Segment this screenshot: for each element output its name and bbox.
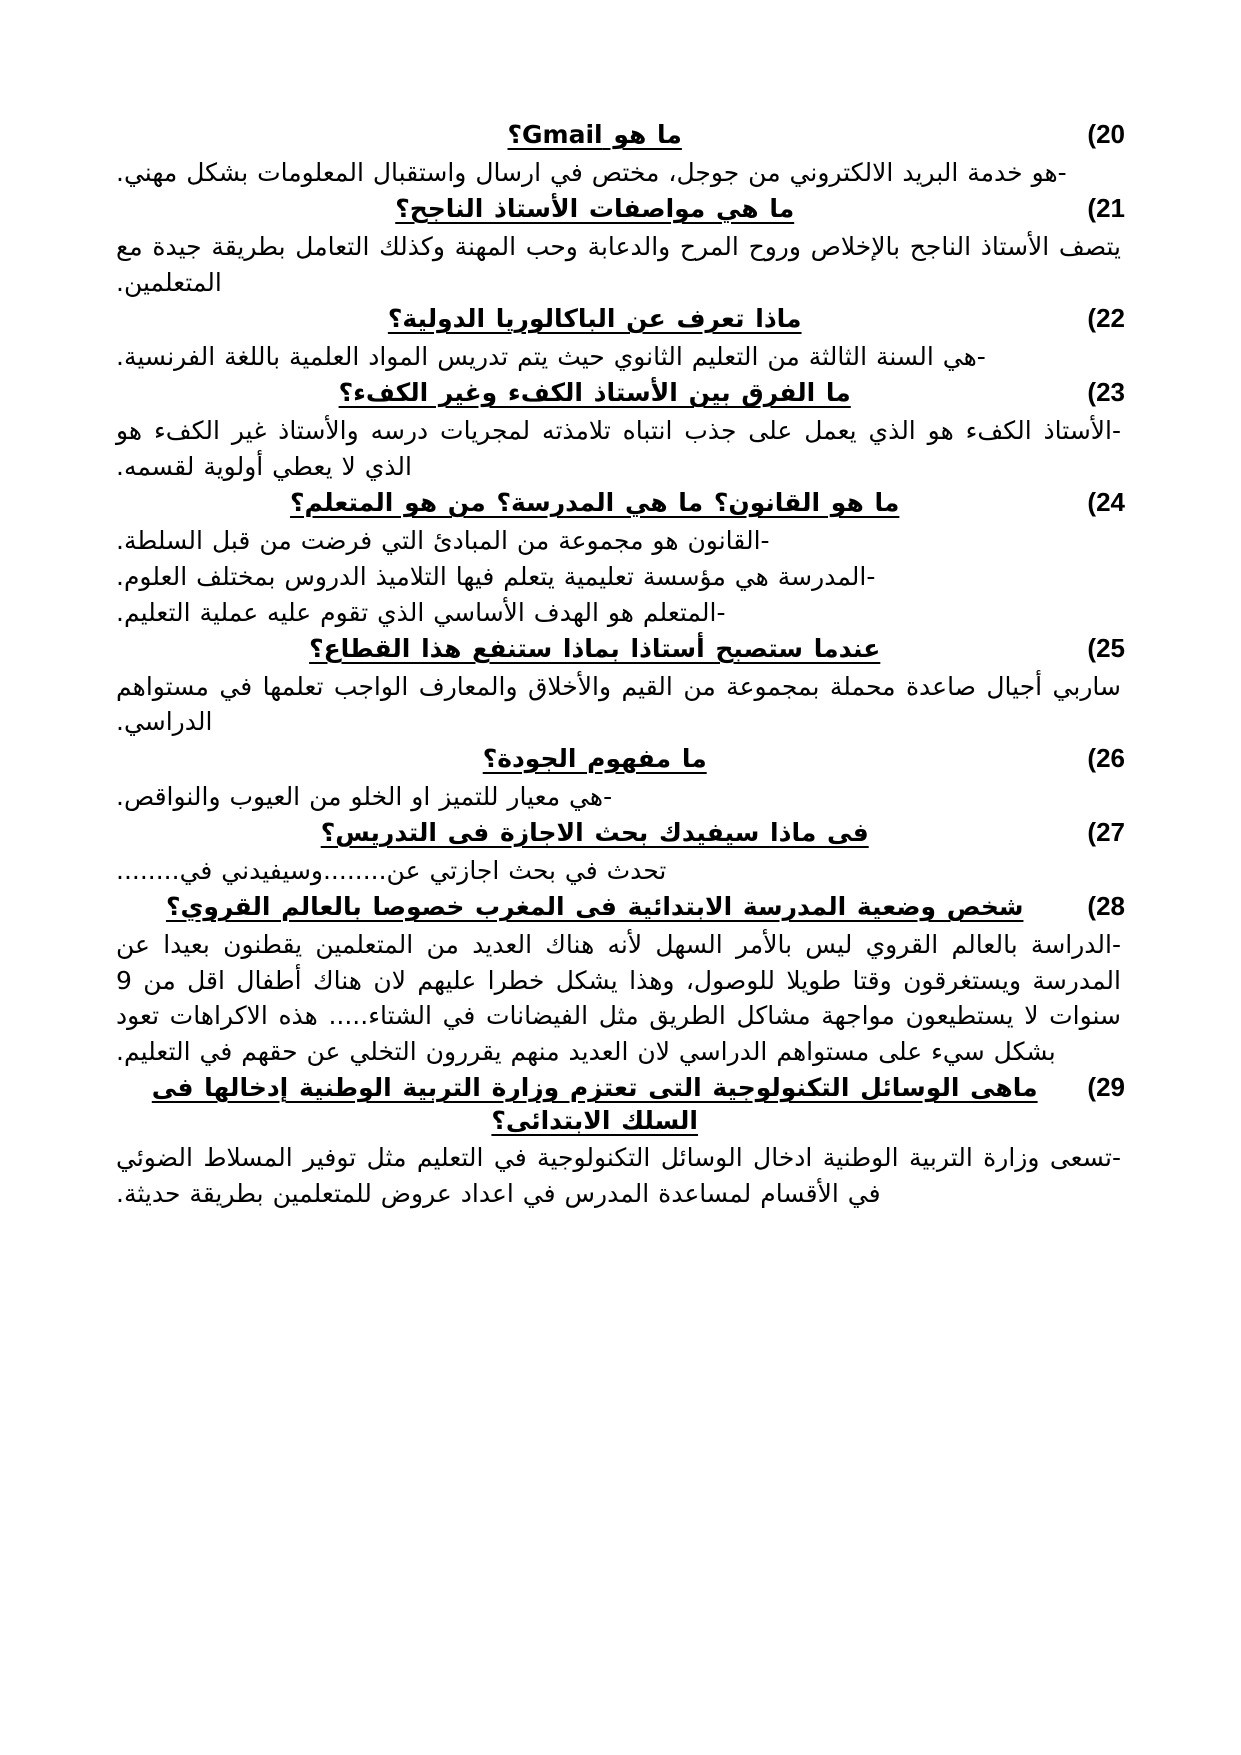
answer-group [116, 229, 1125, 300]
answer-paragraph: -القانون هو مجموعة من المبادئ التي فرضت من قبل السلطة. [116, 525, 770, 555]
answer-paragraph: -المتعلم هو الهدف الأساسي الذي تقوم عليه عملية التعليم. [116, 597, 726, 627]
answer-paragraph: -هو خدمة البريد الالكتروني من جوجل، مختص في ارسال واستقبال المعلومات بشكل مهني. [116, 157, 1067, 187]
question-row [116, 742, 1125, 776]
question-row [116, 486, 1125, 520]
answer-group [116, 339, 1125, 375]
answer-group [116, 1140, 1125, 1211]
answer-paragraph: -الدراسة بالعالم القروي ليس بالأمر السهل لأنه هناك العديد من المتعلمين يقطنون بعيدا عن المدرسة ويستغرقون وقتا طويلا للوصول، وهذا يشكل خطرا عليهم لان هناك أطفال اقل من 9 سنوات لا يستطيعون مواجهة مشاكل الطريق مثل الفيضانات في الشتاء..... هذه الاكراهات تعود بشكل سيء على مستواهم الدراسي لان العديد منهم يقررون التخلي عن حقهم في التعليم. [116, 930, 1121, 1066]
question-text: ما هي مواصفات الأستاذ الناجح؟ [395, 194, 795, 224]
question-text: شخص وضعية المدرسة الابتدائية فى المغرب خصوصا بالعالم القروي؟ [165, 892, 1024, 922]
answer-paragraph: -المدرسة هي مؤسسة تعليمية يتعلم فيها التلاميذ الدروس بمختلف العلوم. [116, 561, 876, 591]
question-text: فى ماذا سيفيدك بحث الاجازة فى التدريس؟ [320, 818, 869, 848]
question-row [116, 1071, 1125, 1137]
answer-group [116, 853, 1125, 889]
question-row [116, 816, 1125, 850]
answer-group [116, 779, 1125, 815]
answer-group [116, 927, 1125, 1069]
question-number: 20) [1087, 119, 1125, 149]
answer-paragraph: تحدث في بحث اجازتي عن........وسيفيدني في........ [116, 855, 667, 885]
question-row [116, 890, 1125, 924]
qa-block [116, 742, 1125, 814]
question-row [116, 118, 1125, 152]
question-number: 22) [1087, 303, 1125, 334]
question-row [116, 302, 1125, 336]
question-text: عندما ستصبح أستاذا بماذا ستنفع هذا القطاع؟ [309, 633, 881, 663]
qa-list [116, 118, 1125, 1211]
qa-block [116, 376, 1125, 484]
answer-paragraph: -الأستاذ الكفء هو الذي يعمل على جذب انتباه تلامذته لمجريات درسه والأستاذ غير الكفء هو الذي لا يعطي أولوية لقسمه. [116, 416, 1121, 481]
qa-block [116, 192, 1125, 300]
question-text: ما هو Gmail؟ [507, 120, 682, 149]
question-text: ما الفرق بين الأستاذ الكفء وغير الكفء؟ [338, 378, 851, 408]
qa-block [116, 816, 1125, 888]
qa-block [116, 890, 1125, 1069]
qa-block [116, 632, 1125, 740]
question-text: ماهى الوسائل التكنولوجية التى تعتزم وزارة التربية الوطنية إدخالها فى السلك الابتدائى؟ [151, 1073, 1038, 1135]
qa-block [116, 302, 1125, 374]
question-number: 28) [1087, 891, 1125, 922]
question-row [116, 376, 1125, 410]
question-number: 21) [1087, 193, 1125, 224]
question-row [116, 192, 1125, 226]
question-text: ما هو القانون؟ ما هي المدرسة؟ من هو المتعلم؟ [290, 488, 900, 518]
question-text: ماذا تعرف عن الباكالوريا الدولية؟ [387, 304, 802, 334]
question-text: ما مفهوم الجودة؟ [482, 743, 707, 773]
answer-paragraph: ساربي أجيال صاعدة محملة بمجموعة من القيم والأخلاق والمعارف الواجب تعلمها في مستواهم الدراسي. [116, 671, 1121, 737]
answer-group [116, 413, 1125, 484]
question-row [116, 632, 1125, 666]
answer-paragraph: -هي السنة الثالثة من التعليم الثانوي حيث يتم تدريس المواد العلمية باللغة الفرنسية. [116, 341, 986, 371]
question-number: 29) [1087, 1072, 1125, 1103]
question-number: 25) [1087, 632, 1125, 663]
qa-block [116, 1071, 1125, 1211]
qa-block [116, 118, 1125, 190]
answer-group [116, 155, 1125, 191]
question-number: 26) [1087, 742, 1125, 773]
answer-paragraph: يتصف الأستاذ الناجح بالإخلاص وروح المرح والدعابة وحب المهنة وكذلك التعامل بطريقة جيدة مع المتعلمين. [116, 232, 1121, 297]
answer-group [116, 669, 1125, 740]
answer-paragraph: -هي معيار للتميز او الخلو من العيوب والنواقص. [116, 781, 613, 811]
question-number: 24) [1087, 487, 1125, 518]
answer-group [116, 523, 1125, 630]
answer-paragraph: -تسعى وزارة التربية الوطنية ادخال الوسائل التكنولوجية في التعليم مثل توفير المسلاط الضوئي في الأقسام لمساعدة المدرس في اعداد عروض للمتعلمين بطريقة حديثة. [116, 1143, 1121, 1208]
qa-block [116, 486, 1125, 630]
question-number: 27) [1087, 817, 1125, 848]
question-number: 23) [1087, 377, 1125, 408]
